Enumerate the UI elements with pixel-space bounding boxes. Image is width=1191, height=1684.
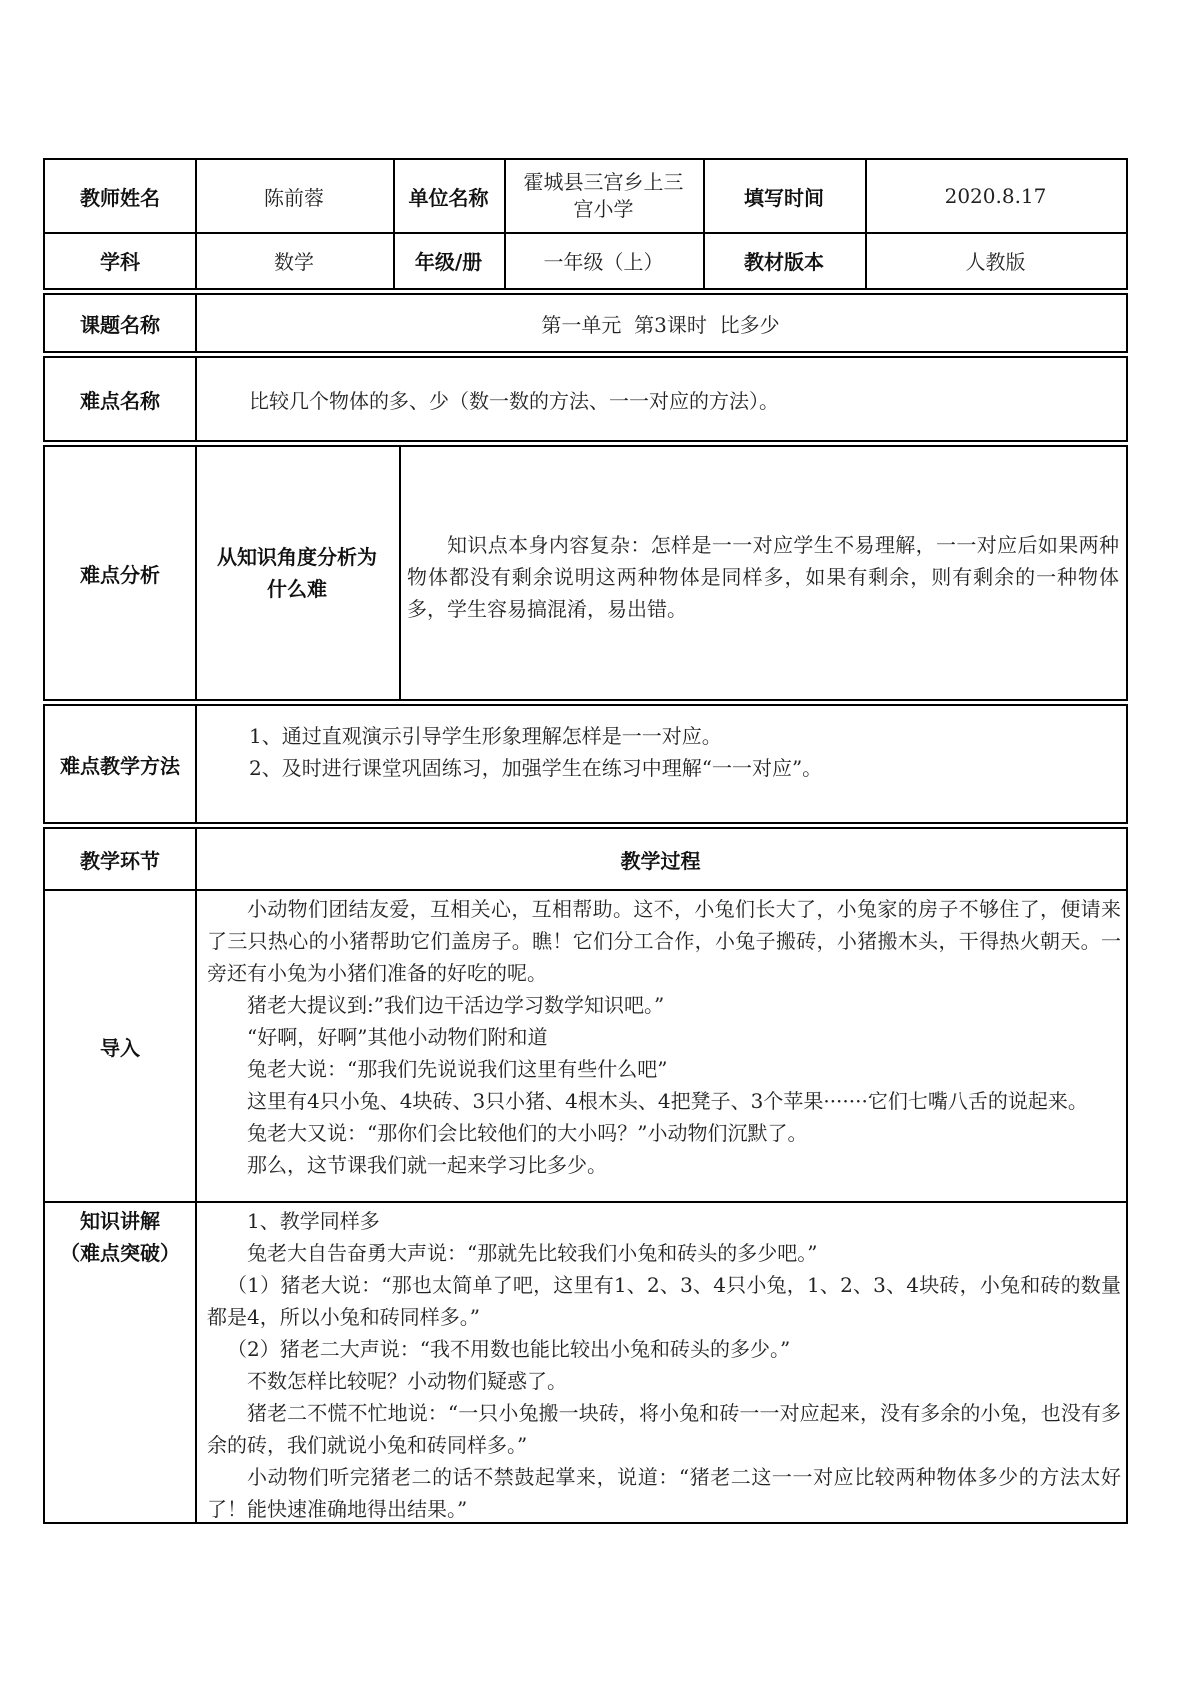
topic-row (43, 293, 1128, 353)
method-row (43, 704, 1128, 824)
method-list (209, 720, 1119, 784)
unit-value-line1: 霍城县三宫乡上三 (523, 170, 684, 194)
knowledge-paragraph-7: 小动物们听完猪老二的话不禁鼓起掌来，说道：“猪老二这一一对应比较两种物体多少的方法太好了！能快速准确地得出结果。” (207, 1465, 1121, 1521)
knowledge-paragraph-1: 1、教学同样多 (247, 1209, 380, 1233)
date-label: 填写时间 (744, 185, 824, 210)
method-item-1: 1、通过直观演示引导学生形象理解怎样是一一对应。 (249, 724, 722, 748)
knowledge-label (45, 1205, 195, 1269)
difficulty-label: 难点名称 (80, 388, 160, 413)
subject-label: 学科 (100, 249, 140, 274)
intro-text (207, 893, 1121, 1181)
knowledge-paragraph-2: 兔老大自告奋勇大声说：“那就先比较我们小兔和砖头的多少吧。” (247, 1241, 818, 1265)
process-table (43, 827, 1128, 1524)
intro-paragraph-5: 这里有4只小兔、4块砖、3只小猪、4根木头、4把凳子、3个苹果·······它们七嘴八舌的说起来。 (247, 1089, 1088, 1113)
grade-label: 年级/册 (414, 249, 483, 274)
knowledge-paragraph-3: （1）猪老大说：“那也太简单了吧，这里有1、2、3、4只小兔，1、2、3、4块砖，小兔和砖的数量都是4，所以小兔和砖同样多。” (207, 1273, 1121, 1329)
analysis-sub-label-line1: 从知识角度分析为 (217, 545, 377, 569)
unit-label: 单位名称 (408, 185, 489, 210)
analysis-row (43, 445, 1128, 701)
teacher-label: 教师姓名 (80, 185, 160, 210)
unit-value-line2: 宫小学 (573, 197, 634, 221)
intro-paragraph-1: 小动物们团结友爱，互相关心，互相帮助。这不，小兔们长大了，小兔家的房子不够住了，便请来了三只热心的小猪帮助它们盖房子。瞧！它们分工合作，小兔子搬砖，小猪搬木头，干得热火朝天。一旁还有小兔为小猪们准备的好吃的呢。 (207, 897, 1121, 985)
knowledge-paragraph-5: 不数怎样比较呢？小动物们疑惑了。 (247, 1369, 567, 1393)
grade-value: 一年级（上） (543, 249, 664, 274)
intro-label: 导入 (100, 1035, 140, 1060)
difficulty-row (43, 356, 1128, 442)
knowledge-text (207, 1205, 1121, 1525)
knowledge-label-line2: （难点突破） (60, 1241, 180, 1265)
date-value: 2020.8.17 (944, 184, 1047, 208)
intro-paragraph-4: 兔老大说：“那我们先说说我们这里有些什么吧” (247, 1057, 668, 1081)
subject-value: 数学 (274, 249, 314, 274)
analysis-sub-label-line2: 什么难 (267, 577, 327, 601)
intro-paragraph-2: 猪老大提议到:”我们边干活边学习数学知识吧。” (247, 993, 665, 1017)
teacher-value: 陈前蓉 (264, 185, 324, 210)
analysis-text: 知识点本身内容复杂：怎样是一一对应学生不易理解，一一对应后如果两种物体都没有剩余说明这两种物体是同样多，如果有剩余，则有剩余的一种物体多，学生容易搞混淆，易出错。 (407, 533, 1119, 621)
edition-value: 人教版 (965, 249, 1026, 274)
topic-value: 第一单元 第3课时 比多少 (541, 312, 780, 337)
edition-label: 教材版本 (744, 249, 824, 274)
unit-value (504, 160, 703, 232)
intro-paragraph-6: 兔老大又说：“那你们会比较他们的大小吗？”小动物们沉默了。 (247, 1121, 808, 1145)
intro-paragraph-7: 那么，这节课我们就一起来学习比多少。 (247, 1153, 607, 1177)
knowledge-paragraph-4: （2）猪老二大声说：“我不用数也能比较出小兔和砖头的多少。” (227, 1337, 791, 1361)
intro-paragraph-3: “好啊，好啊”其他小动物们附和道 (247, 1025, 548, 1049)
analysis-label: 难点分析 (80, 562, 160, 587)
knowledge-paragraph-6: 猪老二不慌不忙地说：“一只小兔搬一块砖，将小兔和砖一一对应起来，没有多余的小兔，也没有多余的砖，我们就说小兔和砖同样多。” (207, 1401, 1121, 1457)
stage-header: 教学环节 (80, 848, 160, 873)
topic-label: 课题名称 (80, 312, 160, 337)
difficulty-value: 比较几个物体的多、少（数一数的方法、一一对应的方法）。 (249, 388, 779, 413)
analysis-sub-label (195, 447, 399, 699)
process-header: 教学过程 (620, 848, 701, 873)
header-info-table (43, 158, 1128, 290)
knowledge-label-line1: 知识讲解 (80, 1209, 160, 1233)
method-item-2: 2、及时进行课堂巩固练习，加强学生在练习中理解“一一对应”。 (249, 756, 823, 780)
method-label: 难点教学方法 (60, 753, 180, 778)
